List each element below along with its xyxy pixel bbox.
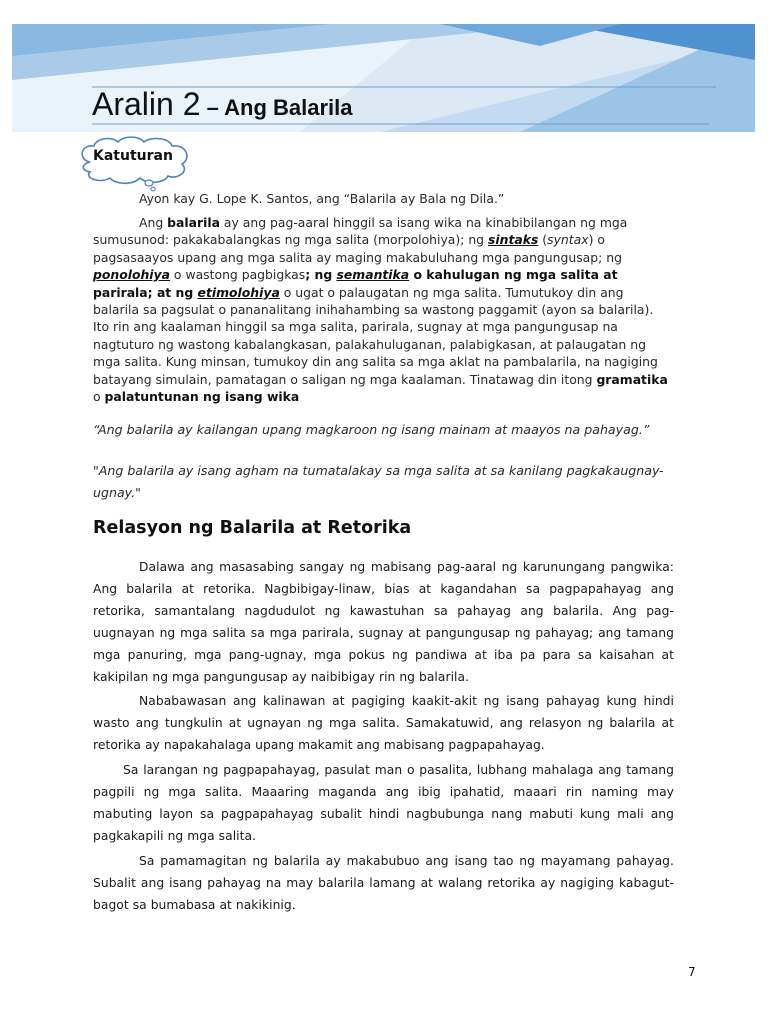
thought-cloud-shape bbox=[76, 136, 196, 192]
keyword-etimolohiya: etimolohiya bbox=[197, 284, 280, 300]
keyword-sintaks: sintaks bbox=[488, 232, 539, 248]
body-paragraph: Dalawa ang masasabing sangay ng mabisang pag-aaral ng karunungang pangwika: Ang balarila at retorika. Nagbibigay-linaw, bias at kagandahan sa pagpapahayag ang retorika, samantalang nagdudulot ng kawastuhan sa pahayag ang balarila. Ang pag-uugnayan ng mga salita sa mga parirala, sugnay at pangungusap ng pahayag; ang tamang mga panuring, mga pang-ugnay, mga pokus ng pandiwa at iba pa para sa kaisahan at kakipilan ng mga pangungusap ay naibibigay rin ng balarila. bbox=[93, 560, 674, 684]
quote-1: “Ang balarila ay kailangan upang magkaroon ng isang mainam at maayos na pahayag.” bbox=[93, 422, 650, 437]
body-paragraph: Sa larangan ng pagpapahayag, pasulat man o pasalita, lubhang mahalaga ang tamang pagpili ng mga salita. Maaaring maganda ang ibig ipahatid, maaari rin naming may mabuting layon sa pagpapahayag subalit hindi nagbubunga nang mabuti kung mali ang pagkakapili ng mga salita. bbox=[93, 763, 674, 843]
keyword-semantika: semantika bbox=[336, 267, 410, 283]
body-paragraph: Sa pamamagitan ng balarila ay makabubuo ang isang tao ng mayamang pahayag. Subalit ang isang pahayag na may balarila lamang at walang retorika ay nagiging kabagut-bagot sa bumabasa at nakikinig. bbox=[93, 853, 674, 912]
callout-label: Katuturan bbox=[93, 148, 173, 164]
page-title bbox=[92, 86, 353, 123]
section-heading: Relasyon ng Balarila at Retorika bbox=[93, 518, 412, 538]
quote-2: "Ang balarila ay isang agham na tumatalakay sa mga salita at sa kanilang pagkakaugnay-ugnay." bbox=[93, 463, 664, 500]
page-number: 7 bbox=[688, 965, 696, 979]
keyword-ponolohiya: ponolohiya bbox=[93, 267, 170, 283]
lesson-topic: – Ang Balarila bbox=[200, 95, 353, 120]
section-body bbox=[93, 557, 674, 920]
intro-paragraph-1: Ayon kay G. Lope K. Santos, ang “Balarila ay Bala ng Dila.” bbox=[139, 191, 505, 206]
lesson-number: Aralin 2 bbox=[92, 86, 201, 122]
body-paragraph: Nababawasan ang kalinawan at pagiging kaakit-akit ng isang pahayag kung hindi wasto ang tungkulin at ugnayan ng mga salita. Samakatuwid, ang relasyon ng balarila at retorika ay napakahalaga upang makamit ang mabisang pagpapahayag. bbox=[93, 694, 674, 753]
intro-paragraph-2: Ang balarila ay ang pag-aaral hinggil sa isang wika na kinabibilangan ng mga sumusunod: pakakabalangkas ng mga salita (morpolohiya); ng sintaks (syntax) o pagsasaayos upang ang mga salita ay maging makabuluhang mga pangungusap; ng ponolohiya o wastong pagbigkas; ng semantika o kahulugan ng mga salita at parirala; at ng etimolohiya o ugat o palaugatan ng mga salita. Tumutukoy din ang balarila sa pagsulat o pananalitang inihahambing sa wastong paggamit (ayon sa balarila). Ito rin ang kaalaman hinggil sa mga salita, parirala, sugnay at mga pangungusap na nagtuturo ng wastong kabalangkasan, palakahuluganan, palabigkasan, at palaugatan ng mga salita. Kung minsan, tumukoy din ang salita sa mga aklat na pambalarila, na nagiging batayang simulain, pamatagan o saligan ng mga kaalaman. Tinatawag din itong gramatika o palatuntunan ng isang wika bbox=[93, 215, 668, 405]
